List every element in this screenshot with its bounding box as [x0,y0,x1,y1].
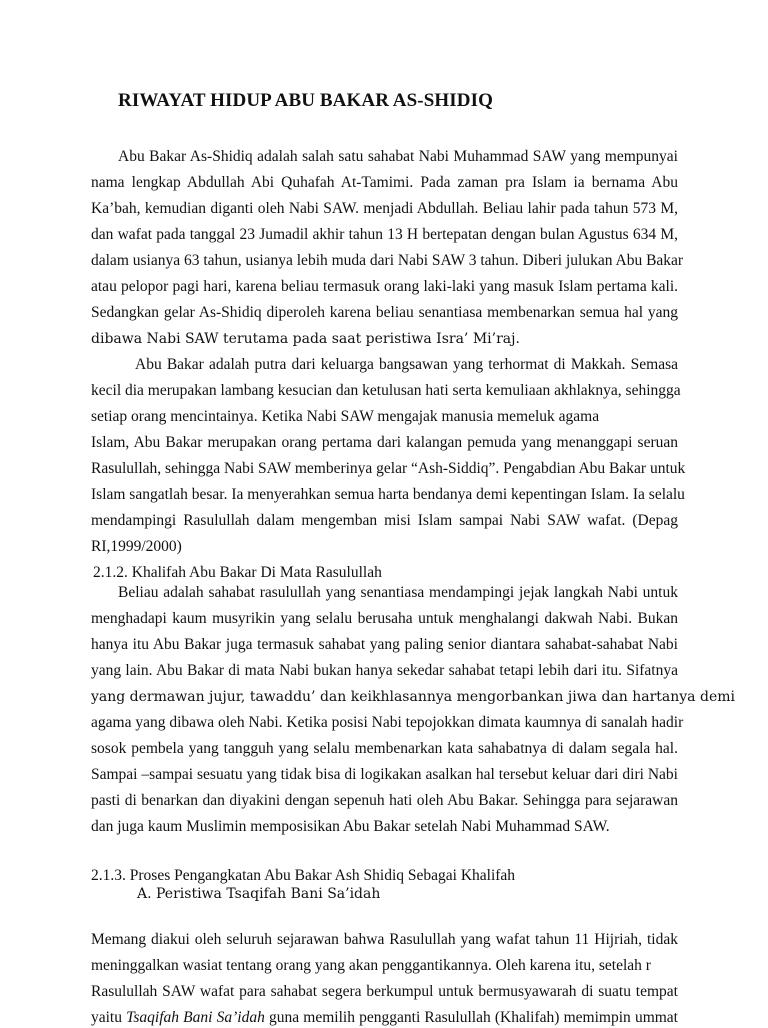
section-heading: 2.1.2. Khalifah Abu Bakar Di Mata Rasulullah [93,564,382,581]
paragraph-line: Memang diakui oleh seluruh sejarawan bahwa Rasulullah yang wafat tahun 11 Hijriah, tidak [91,931,678,948]
paragraph-line: Rasulullah SAW wafat para sahabat segera berkumpul untuk bermusyawarah di suatu tempat [91,983,678,1000]
paragraph-line: nama lengkap Abdullah Abi Quhafah At-Tamimi. Pada zaman pra Islam ia bernama Abu [91,174,678,191]
paragraph-line: menghadapi kaum musyrikin yang selalu berusaha untuk menghalangi dakwah Nabi. Bukan [91,610,678,627]
paragraph-line: mendampingi Rasulullah dalam mengemban misi Islam sampai Nabi SAW wafat. (Depag [91,512,678,529]
paragraph-line: dalam usianya 63 tahun, usianya lebih muda dari Nabi SAW 3 tahun. Diberi julukan Abu Bakar [91,252,684,269]
paragraph-line: hanya itu Abu Bakar juga termasuk sahabat yang paling senior diantara sahabat-sahabat Nabi [91,636,678,653]
paragraph-line: agama yang dibawa oleh Nabi. Ketika posisi Nabi tepojokkan dimata kaumnya di sanalah hadir [91,714,684,731]
paragraph-line: sosok pembela yang tangguh yang selalu membenarkan kata sahabatnya di dalam segala hal. [91,740,678,757]
paragraph-line: Abu Bakar adalah putra dari keluarga bangsawan yang terhormat di Makkah. Semasa [135,356,678,373]
paragraph-line: kecil dia merupakan lambang kesucian dan ketulusan hati serta kemuliaan akhlaknya, sehingga [91,382,681,399]
paragraph-line [91,1008,678,1028]
paragraph-line: Abu Bakar As-Shidiq adalah salah satu sahabat Nabi Muhammad SAW yang mempunyai [118,148,678,165]
text-run: yaitu [91,1009,127,1026]
paragraph-line: dan wafat pada tanggal 23 Jumadil akhir tahun 13 H bertepatan dengan bulan Agustus 634 M, [91,226,678,243]
paragraph-line: Sedangkan gelar As-Shidiq diperoleh karena beliau senantiasa membenarkan semua hal yang [91,304,678,321]
paragraph-line: pasti di benarkan dan diyakini dengan sepenuh hati oleh Abu Bakar. Sehingga para sejarawan [91,792,678,809]
document-title: RIWAYAT HIDUP ABU BAKAR AS-SHIDIQ [118,90,493,111]
paragraph-line: meninggalkan wasiat tentang orang yang akan penggantikannya. Oleh karena itu, setelah r [91,957,651,974]
paragraph-line: Islam, Abu Bakar merupakan orang pertama dari kalangan pemuda yang menanggapi seruan [91,434,678,451]
text-run: guna memilih pengganti Rasulullah (Khalifah) memimpin ummat [264,1009,678,1026]
paragraph-line: atau pelopor pagi hari, karena beliau termasuk orang laki-laki yang masuk Islam pertama kali. [91,278,678,295]
paragraph-line: dibawa Nabi SAW terutama pada saat peristiwa Isra’ Mi’raj. [91,331,520,347]
paragraph-line: dan juga kaum Muslimin memposisikan Abu Bakar setelah Nabi Muhammad SAW. [91,818,610,835]
paragraph-line: setiap orang mencintainya. Ketika Nabi SAW mengajak manusia memeluk agama [91,408,600,425]
paragraph-line: Rasulullah, sehingga Nabi SAW memberinya gelar “Ash-Siddiq”. Pengabdian Abu Bakar untuk [91,460,686,477]
paragraph-line: Islam sangatlah besar. Ia menyerahkan semua harta bendanya demi kepentingan Islam. Ia selalu [91,486,685,503]
subsection-heading: A. Peristiwa Tsaqifah Bani Sa’idah [137,886,381,902]
section-heading: 2.1.3. Proses Pengangkatan Abu Bakar Ash Shidiq Sebagai Khalifah [91,867,516,884]
paragraph-line: yang dermawan jujur, tawaddu’ dan keikhlasannya mengorbankan jiwa dan hartanya demi [91,689,735,705]
paragraph-line: Beliau adalah sahabat rasulullah yang senantiasa mendampingi jejak langkah Nabi untuk [118,584,678,601]
paragraph-line: yang lain. Abu Bakar di mata Nabi bukan hanya sekedar sahabat tetapi lebih dari itu. Sifatnya [91,662,678,679]
italic-term: Tsaqifah Bani Sa’idah [126,1009,265,1026]
paragraph-line: RI,1999/2000) [91,538,182,555]
paragraph-line: Ka’bah, kemudian diganti oleh Nabi SAW. menjadi Abdullah. Beliau lahir pada tahun 573 M, [91,200,678,217]
paragraph-line: Sampai –sampai sesuatu yang tidak bisa di logikakan asalkan hal tersebut keluar dari diri Nabi [91,766,678,783]
